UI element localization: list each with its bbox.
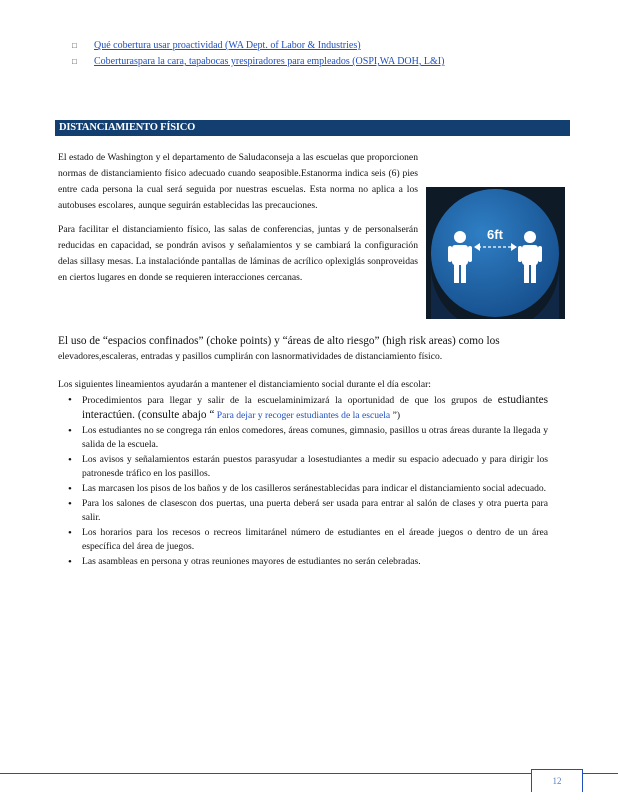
choke-points-heading: El uso de “espacios confinados” (choke points) y “áreas de alto riesgo” (high risk areas) como los: [58, 335, 500, 347]
intro-text: [58, 150, 418, 286]
link-coberturas-empleados[interactable]: Coberturaspara la cara, tapabocas yrespiradores para empleados (OSPI,WA DOH, L&I): [94, 56, 445, 67]
list-item: [72, 54, 444, 70]
list-item: [82, 393, 548, 423]
guidelines-lead: Los siguientes lineamientos ayudarán a mantener el distanciamiento social durante el día escolar:: [58, 379, 431, 390]
link-dejar-recoger[interactable]: Para dejar y recoger estudiantes de la escuela: [216, 410, 391, 421]
list-item: • Los estudiantes no se congrega rán enlos comedores, áreas comunes, gimnasio, pasillos u otras áreas durante la llegada y salida de la escuela.: [82, 424, 548, 452]
distancing-illustration: [426, 187, 565, 319]
list-item: • Para los salones de clasescon dos puertas, una puerta deberá ser usada para entrar al salón de clases y otra puerta para salir.: [82, 497, 548, 525]
list-item: [72, 38, 444, 54]
top-links-list: [72, 38, 444, 70]
list-item: • Los horarios para los recesos o recreos limitaránel número de estudiantes en el áreade juegos o dentro de un área específica del área de juegos.: [82, 526, 548, 554]
paragraph: El estado de Washington y el departamento de Saludaconseja a las escuelas que proporcionen normas de distanciamiento físico adecuado cuando seaposible.Estanorma indica seis (6) pies entre cada persona la cual será seguida por nuestras escuelas. Esta norma no aplica a los autobuses escolares, aunque seguirán establecidas las precauciones.: [58, 152, 418, 211]
list-item: • Las marcasen los pisos de los baños y de los casilleros seránestablecidas para indicar el distanciamiento social adecuado.: [82, 482, 548, 496]
guidelines-list: [58, 393, 548, 569]
item-text: Procedimientos para llegar y salir de la escuelaminimizará la oportunidad de que los grupos de: [82, 395, 498, 406]
page-number: 12: [531, 769, 583, 792]
square-bullet-icon: □: [72, 41, 77, 50]
item-text: ”): [392, 410, 401, 421]
choke-points-text: elevadores,escaleras, entradas y pasillos cumplirán con lasnormatividades de distanciamiento físico.: [58, 351, 443, 362]
link-cobertura-wa-lni[interactable]: Qué cobertura usar proactividad (WA Dept. of Labor & Industries): [94, 40, 361, 51]
distancing-svg: [426, 187, 565, 319]
list-item: • Los avisos y señalamientos estarán puestos parasyudar a losestudiantes a medir su espacio adecuado y para dirigir los patronesde tráfico en los pasillos.: [82, 453, 548, 481]
footer-divider: [0, 773, 618, 774]
distance-label: 6ft: [487, 227, 503, 242]
section-banner: [55, 120, 570, 136]
square-bullet-icon: □: [72, 57, 77, 66]
list-item: • Las asambleas en persona y otras reuniones mayores de estudiantes no serán celebradas.: [82, 555, 548, 569]
section-title: DISTANCIAMIENTO FÍSICO: [59, 122, 196, 133]
guidelines-section: [58, 378, 548, 570]
item-text-emphasis: estudiantes interactúen. (consulte abajo “: [82, 394, 548, 421]
paragraph: Para facilitar el distanciamiento físico, las salas de conferencias, juntas y de personalserán reducidas en capacidad, se pondrán avisos y señalamientos y se cambiará la configuración delas sillasy mesas. La instalaciónde pantallas de láminas de acrílico oplexiglás sonproveidas en ciertos lugares en donde se requieren interacciones cercanas.: [58, 224, 418, 283]
